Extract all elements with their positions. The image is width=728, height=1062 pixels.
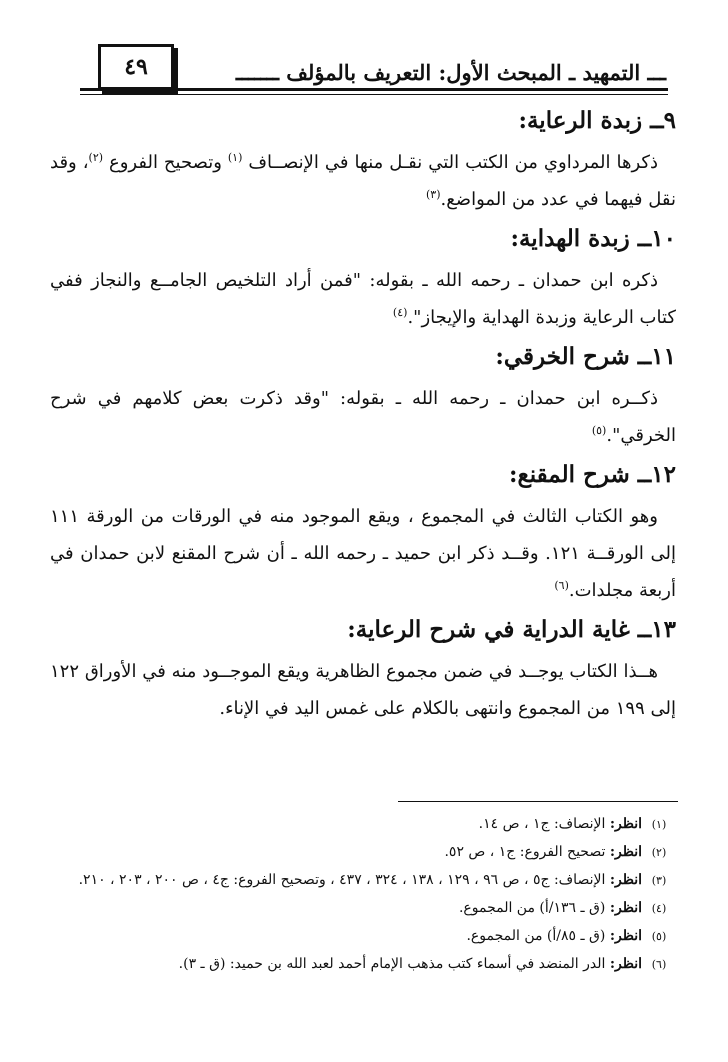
section-body-9	[50, 144, 676, 218]
footnote-6	[50, 952, 676, 977]
footnote-3	[50, 868, 676, 893]
section-heading-9: ٩ــ زبدة الرعاية:	[518, 107, 676, 134]
running-header: ـــ التمهيد ـ المبحث الأول: التعريف بالمؤلف ـــــــ	[235, 60, 666, 85]
footnote-number: (٤)	[651, 902, 667, 915]
footnote-1	[50, 812, 676, 837]
footnote-body: (ق ـ ٨٥/أ) من المجموع.	[466, 928, 606, 944]
main-content	[50, 104, 676, 731]
footnote-ref-5[interactable]: (٥)	[591, 424, 607, 437]
footnote-ref-6[interactable]: (٦)	[554, 579, 569, 592]
footnote-label: انظر:	[609, 956, 642, 972]
footnote-text	[50, 868, 642, 893]
footnote-number: (٣)	[651, 874, 667, 887]
footnote-label: انظر:	[609, 900, 642, 916]
footnotes	[50, 812, 676, 980]
section-heading-11: ١١ــ شرح الخرقي:	[495, 343, 676, 370]
footnote-ref-4[interactable]: (٤)	[392, 306, 408, 319]
page-number	[98, 44, 174, 90]
footnote-body: الدر المنضد في أسماء كتب مذهب الإمام أحمد لعبد الله بن حميد: (ق ـ ٣).	[178, 956, 606, 972]
section-heading-10: ١٠ــ زبدة الهداية:	[510, 225, 676, 252]
footnote-4	[50, 896, 676, 921]
section-body-12	[50, 498, 676, 609]
footnote-number: (٦)	[651, 958, 667, 971]
footnote-text	[50, 924, 642, 949]
footnote-label: انظر:	[609, 816, 642, 832]
footnote-body: (ق ـ ١٣٦/أ) من المجموع.	[458, 900, 606, 916]
section-13-text: هــذا الكتاب يوجــد في ضمن مجموع الظاهرية ويقع الموجــود منه في الأوراق ١٢٢ إلى ١٩٩ من المجموع وانتهى بالكلام على غمس اليد في الإناء.	[50, 661, 676, 719]
section-11-text: ذكــره ابن حمدان ـ رحمه الله ـ بقوله: "وقد ذكرت بعض كلامهم في شرح الخرقي".	[50, 388, 676, 446]
section-9-text-2: وتصحيح الفروع	[109, 152, 228, 173]
footnote-label: انظر:	[609, 928, 642, 944]
footnote-text	[50, 952, 642, 977]
footnote-label: انظر:	[609, 844, 642, 860]
page-number-text: ٤٩	[124, 54, 148, 80]
footnote-ref-3[interactable]: (٣)	[425, 188, 441, 201]
footnote-5	[50, 924, 676, 949]
section-heading-12: ١٢ــ شرح المقنع:	[508, 461, 676, 488]
footnote-body: الإنصاف: ج١ ، ص ١٤.	[478, 816, 606, 832]
footnote-text	[50, 840, 642, 865]
header-rule	[80, 88, 668, 91]
footnote-number: (٢)	[651, 846, 667, 859]
header-rule-thin	[80, 94, 668, 95]
section-12-text: وهو الكتاب الثالث في المجموع ، ويقع الموجود منه في الورقات من الورقة ١١١ إلى الورقــة ١٢١. وقــد ذكر ابن حميد ـ رحمه الله ـ أن شرح المقنع لابن حمدان في أربعة مجلدات.	[50, 506, 676, 601]
footnote-2	[50, 840, 676, 865]
section-body-11	[50, 380, 676, 454]
section-9-text-3: ، وقد نقل فيهما في عدد من المواضع.	[50, 152, 676, 210]
section-10-text: ذكره ابن حمدان ـ رحمه الله ـ بقوله: "فمن أراد التلخيص الجامــع والنجاز ففي كتاب الرعاية وزبدة الهداية والإيجاز".	[50, 270, 676, 328]
section-body-13	[50, 653, 676, 727]
footnote-separator	[398, 801, 678, 802]
footnote-body: تصحيح الفروع: ج١ ، ص ٥٢.	[444, 844, 606, 860]
footnote-number: (٥)	[651, 930, 667, 943]
footnote-label: انظر:	[609, 872, 642, 888]
footnote-number: (١)	[651, 818, 667, 831]
section-body-10	[50, 262, 676, 336]
footnote-text	[50, 896, 642, 921]
footnote-ref-2[interactable]: (٢)	[88, 151, 104, 164]
footnote-ref-1[interactable]: (١)	[227, 151, 243, 164]
footnote-text	[50, 812, 642, 837]
section-9-text-1: ذكرها المرداوي من الكتب التي نقـل منها في الإنصــاف	[248, 152, 658, 173]
section-heading-13: ١٣ــ غاية الدراية في شرح الرعاية:	[347, 616, 676, 643]
footnote-body: الإنصاف: ج٥ ، ص ٩٦ ، ١٢٩ ، ١٣٨ ، ٣٢٤ ، ٤٣٧ ، وتصحيح الفروع: ج٤ ، ص ٢٠٠ ، ٢٠٣ ، ٢١٠.	[78, 872, 606, 888]
